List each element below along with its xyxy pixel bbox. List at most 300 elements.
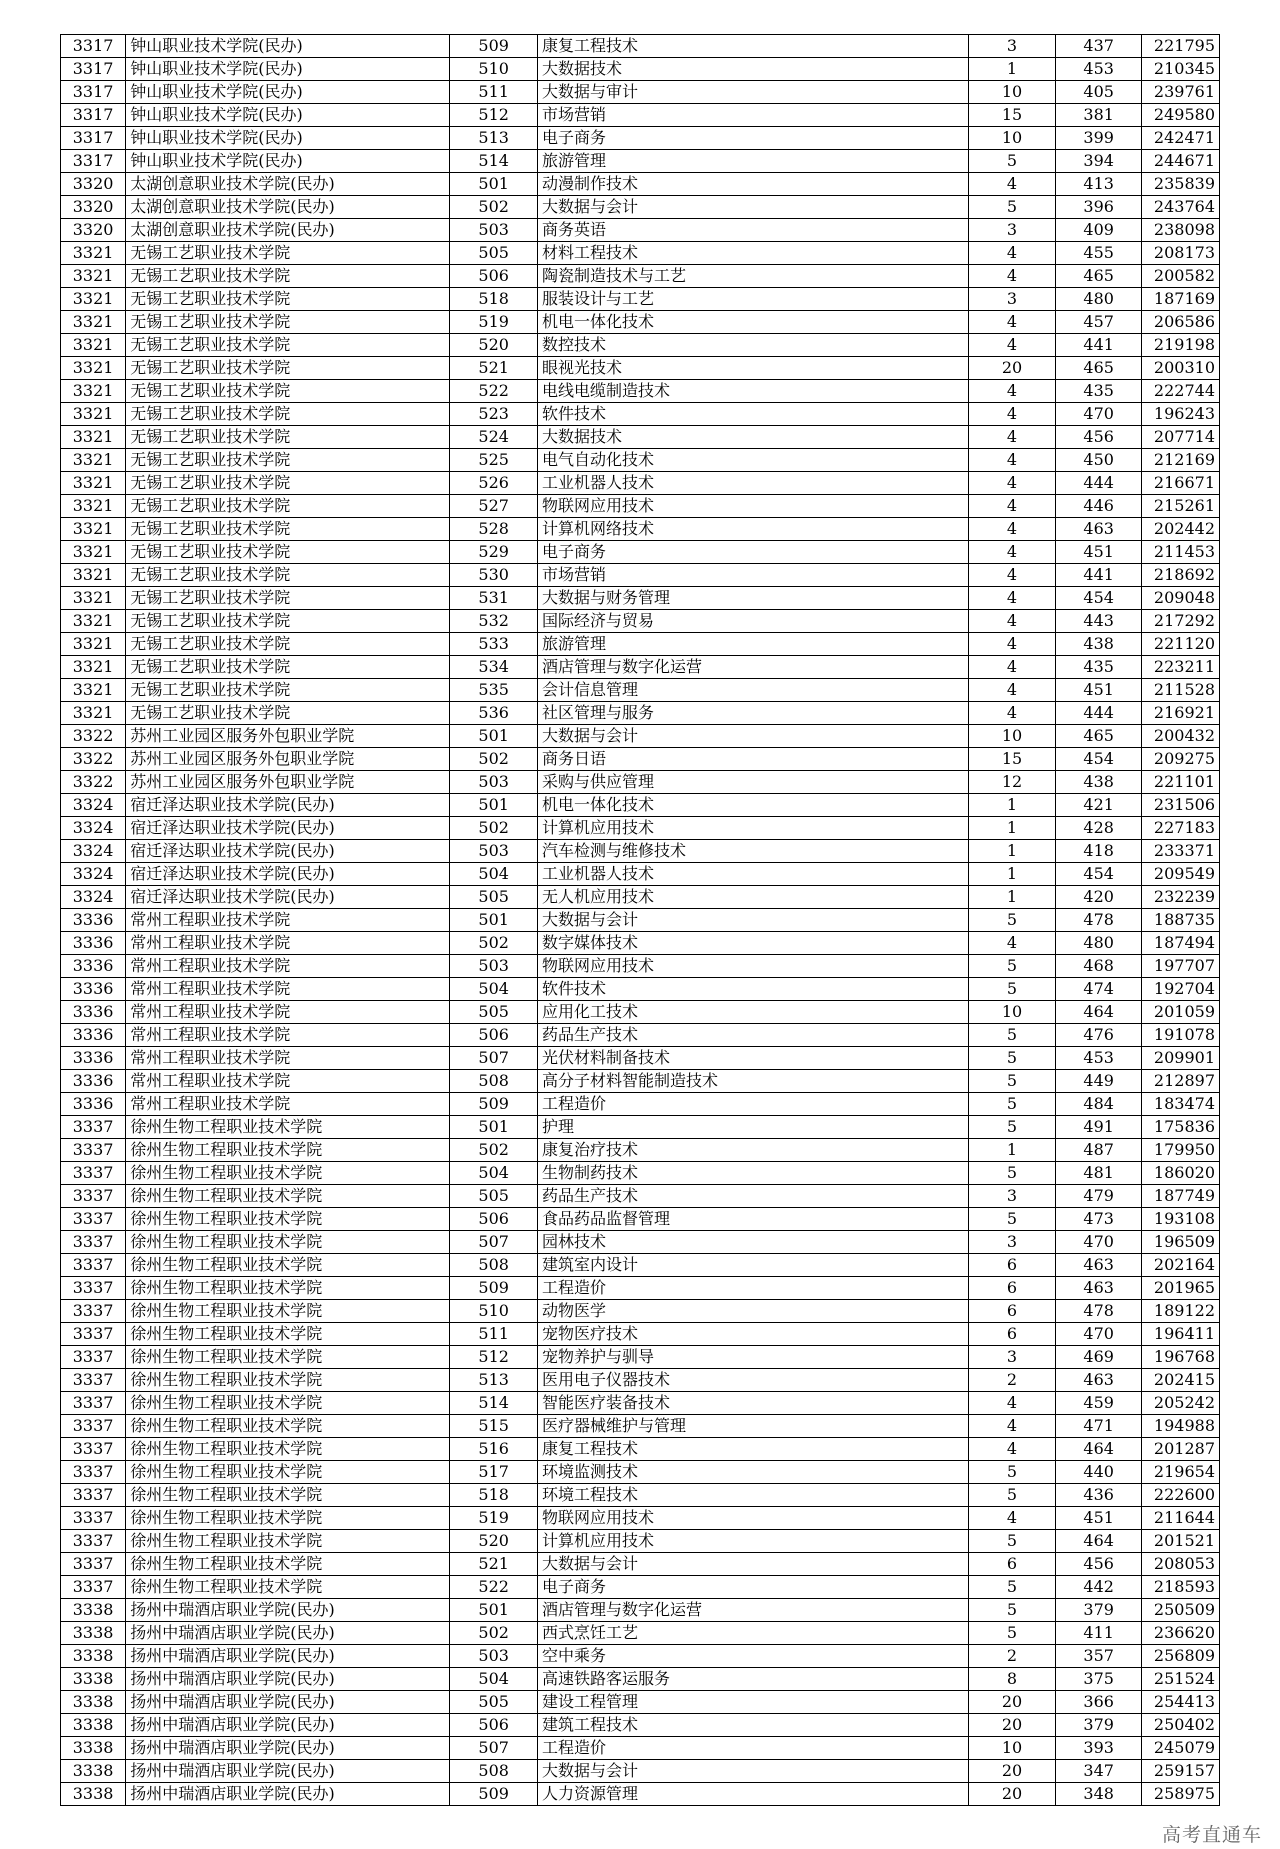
min-rank-cell: 201521 [1142,1530,1220,1553]
major-name-cell: 空中乘务 [538,1645,969,1668]
school-code-cell: 3321 [61,380,126,403]
min-score-cell: 491 [1055,1116,1142,1139]
plan-count-cell: 5 [969,150,1056,173]
major-code-cell: 521 [450,1553,538,1576]
plan-count-cell: 4 [969,1438,1056,1461]
min-score-cell: 480 [1055,288,1142,311]
plan-count-cell: 10 [969,1737,1056,1760]
major-code-cell: 517 [450,1461,538,1484]
school-name-cell: 徐州生物工程职业技术学院 [126,1231,450,1254]
school-name-cell: 钟山职业技术学院(民办) [126,104,450,127]
major-code-cell: 502 [450,748,538,771]
major-code-cell: 506 [450,1714,538,1737]
min-rank-cell: 192704 [1142,978,1220,1001]
min-score-cell: 379 [1055,1599,1142,1622]
major-code-cell: 520 [450,334,538,357]
school-name-cell: 无锡工艺职业技术学院 [126,311,450,334]
school-name-cell: 太湖创意职业技术学院(民办) [126,173,450,196]
plan-count-cell: 6 [969,1300,1056,1323]
major-code-cell: 507 [450,1737,538,1760]
school-name-cell: 太湖创意职业技术学院(民办) [126,219,450,242]
table-row [61,840,1220,863]
min-rank-cell: 205242 [1142,1392,1220,1415]
major-name-cell: 康复治疗技术 [538,1139,969,1162]
min-score-cell: 399 [1055,127,1142,150]
min-rank-cell: 221795 [1142,35,1220,58]
min-score-cell: 465 [1055,357,1142,380]
min-rank-cell: 212897 [1142,1070,1220,1093]
school-name-cell: 无锡工艺职业技术学院 [126,587,450,610]
table-row [61,403,1220,426]
school-code-cell: 3322 [61,725,126,748]
major-name-cell: 工业机器人技术 [538,863,969,886]
school-code-cell: 3337 [61,1507,126,1530]
school-code-cell: 3322 [61,771,126,794]
major-code-cell: 504 [450,863,538,886]
table-row [61,104,1220,127]
table-row [61,1507,1220,1530]
plan-count-cell: 5 [969,1622,1056,1645]
plan-count-cell: 8 [969,1668,1056,1691]
table-row [61,334,1220,357]
school-name-cell: 无锡工艺职业技术学院 [126,288,450,311]
school-code-cell: 3321 [61,449,126,472]
min-rank-cell: 209549 [1142,863,1220,886]
school-name-cell: 太湖创意职业技术学院(民办) [126,196,450,219]
min-rank-cell: 218692 [1142,564,1220,587]
school-name-cell: 扬州中瑞酒店职业学院(民办) [126,1737,450,1760]
school-code-cell: 3337 [61,1323,126,1346]
plan-count-cell: 4 [969,518,1056,541]
min-score-cell: 366 [1055,1691,1142,1714]
school-name-cell: 扬州中瑞酒店职业学院(民办) [126,1760,450,1783]
major-name-cell: 大数据与会计 [538,1760,969,1783]
table-row [61,932,1220,955]
major-code-cell: 505 [450,1185,538,1208]
min-score-cell: 464 [1055,1001,1142,1024]
major-code-cell: 521 [450,357,538,380]
table-row [61,1553,1220,1576]
school-name-cell: 无锡工艺职业技术学院 [126,564,450,587]
plan-count-cell: 1 [969,58,1056,81]
min-score-cell: 464 [1055,1530,1142,1553]
min-score-cell: 375 [1055,1668,1142,1691]
min-rank-cell: 244671 [1142,150,1220,173]
major-name-cell: 工程造价 [538,1737,969,1760]
major-name-cell: 计算机网络技术 [538,518,969,541]
school-name-cell: 徐州生物工程职业技术学院 [126,1300,450,1323]
major-name-cell: 服装设计与工艺 [538,288,969,311]
major-code-cell: 504 [450,1668,538,1691]
major-code-cell: 532 [450,610,538,633]
plan-count-cell: 4 [969,541,1056,564]
school-name-cell: 钟山职业技术学院(民办) [126,58,450,81]
major-name-cell: 电子商务 [538,1576,969,1599]
school-name-cell: 无锡工艺职业技术学院 [126,242,450,265]
min-score-cell: 463 [1055,1254,1142,1277]
min-score-cell: 413 [1055,173,1142,196]
major-name-cell: 康复工程技术 [538,1438,969,1461]
major-code-cell: 509 [450,1093,538,1116]
school-name-cell: 苏州工业园区服务外包职业学院 [126,725,450,748]
min-rank-cell: 209275 [1142,748,1220,771]
plan-count-cell: 10 [969,1001,1056,1024]
major-name-cell: 建筑室内设计 [538,1254,969,1277]
major-code-cell: 523 [450,403,538,426]
school-code-cell: 3321 [61,564,126,587]
major-name-cell: 电子商务 [538,541,969,564]
school-name-cell: 徐州生物工程职业技术学院 [126,1323,450,1346]
school-code-cell: 3337 [61,1415,126,1438]
plan-count-cell: 5 [969,1093,1056,1116]
min-rank-cell: 219654 [1142,1461,1220,1484]
major-code-cell: 513 [450,127,538,150]
min-score-cell: 451 [1055,1507,1142,1530]
school-name-cell: 徐州生物工程职业技术学院 [126,1208,450,1231]
school-code-cell: 3336 [61,909,126,932]
plan-count-cell: 4 [969,564,1056,587]
major-code-cell: 506 [450,1208,538,1231]
major-code-cell: 501 [450,173,538,196]
major-name-cell: 机电一体化技术 [538,794,969,817]
school-code-cell: 3324 [61,840,126,863]
school-code-cell: 3338 [61,1714,126,1737]
major-code-cell: 535 [450,679,538,702]
school-code-cell: 3337 [61,1576,126,1599]
min-score-cell: 421 [1055,794,1142,817]
plan-count-cell: 5 [969,1070,1056,1093]
table-row [61,1300,1220,1323]
major-name-cell: 眼视光技术 [538,357,969,380]
major-name-cell: 市场营销 [538,104,969,127]
min-rank-cell: 202164 [1142,1254,1220,1277]
plan-count-cell: 4 [969,702,1056,725]
table-row [61,1277,1220,1300]
min-rank-cell: 187494 [1142,932,1220,955]
school-code-cell: 3337 [61,1162,126,1185]
major-code-cell: 520 [450,1530,538,1553]
school-code-cell: 3317 [61,150,126,173]
plan-count-cell: 5 [969,196,1056,219]
major-code-cell: 509 [450,1783,538,1806]
major-code-cell: 503 [450,1645,538,1668]
school-name-cell: 扬州中瑞酒店职业学院(民办) [126,1645,450,1668]
school-code-cell: 3336 [61,1047,126,1070]
plan-count-cell: 5 [969,1484,1056,1507]
school-code-cell: 3321 [61,656,126,679]
school-name-cell: 徐州生物工程职业技术学院 [126,1254,450,1277]
table-row [61,863,1220,886]
major-code-cell: 511 [450,1323,538,1346]
major-code-cell: 506 [450,265,538,288]
table-row [61,173,1220,196]
school-name-cell: 无锡工艺职业技术学院 [126,357,450,380]
major-name-cell: 物联网应用技术 [538,955,969,978]
min-score-cell: 451 [1055,541,1142,564]
min-rank-cell: 196509 [1142,1231,1220,1254]
school-code-cell: 3321 [61,541,126,564]
major-code-cell: 518 [450,288,538,311]
min-score-cell: 454 [1055,748,1142,771]
plan-count-cell: 5 [969,978,1056,1001]
min-score-cell: 484 [1055,1093,1142,1116]
min-rank-cell: 216921 [1142,702,1220,725]
plan-count-cell: 6 [969,1553,1056,1576]
school-code-cell: 3324 [61,794,126,817]
table-row [61,564,1220,587]
school-name-cell: 常州工程职业技术学院 [126,1001,450,1024]
plan-count-cell: 5 [969,1461,1056,1484]
school-name-cell: 常州工程职业技术学院 [126,1024,450,1047]
table-row [61,288,1220,311]
min-rank-cell: 221101 [1142,771,1220,794]
min-rank-cell: 235839 [1142,173,1220,196]
school-code-cell: 3324 [61,817,126,840]
plan-count-cell: 4 [969,173,1056,196]
plan-count-cell: 6 [969,1323,1056,1346]
min-rank-cell: 189122 [1142,1300,1220,1323]
plan-count-cell: 6 [969,1254,1056,1277]
major-code-cell: 502 [450,932,538,955]
school-code-cell: 3337 [61,1254,126,1277]
major-name-cell: 环境工程技术 [538,1484,969,1507]
table-row [61,541,1220,564]
table-row [61,1024,1220,1047]
school-name-cell: 无锡工艺职业技术学院 [126,334,450,357]
major-name-cell: 食品药品监督管理 [538,1208,969,1231]
table-row [61,1231,1220,1254]
school-code-cell: 3338 [61,1760,126,1783]
school-code-cell: 3337 [61,1277,126,1300]
school-name-cell: 扬州中瑞酒店职业学院(民办) [126,1599,450,1622]
plan-count-cell: 4 [969,679,1056,702]
school-code-cell: 3320 [61,219,126,242]
plan-count-cell: 5 [969,1047,1056,1070]
school-name-cell: 徐州生物工程职业技术学院 [126,1346,450,1369]
plan-count-cell: 2 [969,1369,1056,1392]
school-name-cell: 扬州中瑞酒店职业学院(民办) [126,1668,450,1691]
table-row [61,449,1220,472]
min-score-cell: 469 [1055,1346,1142,1369]
school-code-cell: 3337 [61,1438,126,1461]
major-name-cell: 宠物医疗技术 [538,1323,969,1346]
plan-count-cell: 1 [969,840,1056,863]
major-name-cell: 药品生产技术 [538,1024,969,1047]
table-row [61,1760,1220,1783]
school-name-cell: 常州工程职业技术学院 [126,955,450,978]
plan-count-cell: 10 [969,725,1056,748]
min-score-cell: 487 [1055,1139,1142,1162]
school-name-cell: 无锡工艺职业技术学院 [126,495,450,518]
school-name-cell: 宿迁泽达职业技术学院(民办) [126,840,450,863]
min-score-cell: 436 [1055,1484,1142,1507]
table-row [61,81,1220,104]
table-row [61,909,1220,932]
school-code-cell: 3321 [61,311,126,334]
table-row [61,219,1220,242]
school-name-cell: 徐州生物工程职业技术学院 [126,1530,450,1553]
school-code-cell: 3338 [61,1691,126,1714]
plan-count-cell: 5 [969,1116,1056,1139]
table-row [61,1530,1220,1553]
min-score-cell: 481 [1055,1162,1142,1185]
min-score-cell: 438 [1055,771,1142,794]
major-code-cell: 530 [450,564,538,587]
plan-count-cell: 5 [969,1024,1056,1047]
min-score-cell: 418 [1055,840,1142,863]
school-code-cell: 3337 [61,1208,126,1231]
major-name-cell: 环境监测技术 [538,1461,969,1484]
plan-count-cell: 4 [969,656,1056,679]
min-rank-cell: 188735 [1142,909,1220,932]
table-row [61,518,1220,541]
major-code-cell: 504 [450,1162,538,1185]
major-code-cell: 501 [450,725,538,748]
min-score-cell: 396 [1055,196,1142,219]
major-code-cell: 509 [450,1277,538,1300]
plan-count-cell: 3 [969,1185,1056,1208]
min-score-cell: 456 [1055,1553,1142,1576]
min-score-cell: 451 [1055,679,1142,702]
min-rank-cell: 196411 [1142,1323,1220,1346]
min-score-cell: 409 [1055,219,1142,242]
table-row [61,1185,1220,1208]
min-score-cell: 428 [1055,817,1142,840]
school-code-cell: 3337 [61,1369,126,1392]
school-code-cell: 3321 [61,679,126,702]
major-code-cell: 501 [450,909,538,932]
major-code-cell: 502 [450,1139,538,1162]
plan-count-cell: 4 [969,334,1056,357]
min-rank-cell: 249580 [1142,104,1220,127]
major-name-cell: 数字媒体技术 [538,932,969,955]
table-row [61,1599,1220,1622]
table-row [61,1438,1220,1461]
plan-count-cell: 1 [969,1139,1056,1162]
min-score-cell: 463 [1055,1277,1142,1300]
plan-count-cell: 1 [969,886,1056,909]
school-name-cell: 无锡工艺职业技术学院 [126,403,450,426]
major-name-cell: 高分子材料智能制造技术 [538,1070,969,1093]
plan-count-cell: 5 [969,1576,1056,1599]
school-name-cell: 扬州中瑞酒店职业学院(民办) [126,1622,450,1645]
table-row [61,1461,1220,1484]
plan-count-cell: 4 [969,610,1056,633]
school-code-cell: 3337 [61,1116,126,1139]
major-name-cell: 电子商务 [538,127,969,150]
major-name-cell: 药品生产技术 [538,1185,969,1208]
min-rank-cell: 218593 [1142,1576,1220,1599]
school-name-cell: 徐州生物工程职业技术学院 [126,1438,450,1461]
school-name-cell: 钟山职业技术学院(民办) [126,81,450,104]
school-name-cell: 无锡工艺职业技术学院 [126,679,450,702]
major-code-cell: 512 [450,1346,538,1369]
school-name-cell: 徐州生物工程职业技术学院 [126,1116,450,1139]
table-row [61,610,1220,633]
school-code-cell: 3338 [61,1783,126,1806]
min-rank-cell: 201965 [1142,1277,1220,1300]
min-score-cell: 405 [1055,81,1142,104]
min-score-cell: 453 [1055,58,1142,81]
school-code-cell: 3338 [61,1737,126,1760]
major-name-cell: 酒店管理与数字化运营 [538,656,969,679]
min-score-cell: 473 [1055,1208,1142,1231]
school-name-cell: 钟山职业技术学院(民办) [126,150,450,173]
min-rank-cell: 216671 [1142,472,1220,495]
school-name-cell: 无锡工艺职业技术学院 [126,449,450,472]
major-code-cell: 526 [450,472,538,495]
min-rank-cell: 242471 [1142,127,1220,150]
major-name-cell: 园林技术 [538,1231,969,1254]
school-code-cell: 3337 [61,1185,126,1208]
major-name-cell: 旅游管理 [538,150,969,173]
table-row [61,1576,1220,1599]
min-score-cell: 453 [1055,1047,1142,1070]
min-score-cell: 379 [1055,1714,1142,1737]
school-name-cell: 常州工程职业技术学院 [126,1093,450,1116]
table-row [61,357,1220,380]
table-row [61,771,1220,794]
major-code-cell: 508 [450,1254,538,1277]
plan-count-cell: 3 [969,219,1056,242]
table-row [61,426,1220,449]
school-code-cell: 3338 [61,1599,126,1622]
school-code-cell: 3338 [61,1622,126,1645]
major-code-cell: 525 [450,449,538,472]
major-code-cell: 501 [450,794,538,817]
school-name-cell: 扬州中瑞酒店职业学院(民办) [126,1691,450,1714]
major-name-cell: 康复工程技术 [538,35,969,58]
major-name-cell: 电气自动化技术 [538,449,969,472]
school-code-cell: 3321 [61,587,126,610]
plan-count-cell: 5 [969,1599,1056,1622]
min-rank-cell: 208173 [1142,242,1220,265]
table-row [61,817,1220,840]
min-score-cell: 455 [1055,242,1142,265]
school-name-cell: 徐州生物工程职业技术学院 [126,1576,450,1599]
major-name-cell: 宠物养护与驯导 [538,1346,969,1369]
school-code-cell: 3321 [61,518,126,541]
min-rank-cell: 194988 [1142,1415,1220,1438]
school-code-cell: 3321 [61,610,126,633]
major-name-cell: 机电一体化技术 [538,311,969,334]
plan-count-cell: 5 [969,1162,1056,1185]
school-code-cell: 3321 [61,265,126,288]
table-row [61,1208,1220,1231]
table-row [61,1737,1220,1760]
major-code-cell: 536 [450,702,538,725]
min-rank-cell: 206586 [1142,311,1220,334]
min-score-cell: 454 [1055,587,1142,610]
min-rank-cell: 259157 [1142,1760,1220,1783]
school-code-cell: 3337 [61,1484,126,1507]
major-name-cell: 大数据与审计 [538,81,969,104]
table-row [61,1047,1220,1070]
plan-count-cell: 20 [969,357,1056,380]
min-rank-cell: 217292 [1142,610,1220,633]
plan-count-cell: 4 [969,311,1056,334]
plan-count-cell: 3 [969,288,1056,311]
table-row [61,1254,1220,1277]
school-code-cell: 3321 [61,403,126,426]
table-row [61,1668,1220,1691]
school-name-cell: 无锡工艺职业技术学院 [126,380,450,403]
major-code-cell: 503 [450,955,538,978]
school-code-cell: 3317 [61,81,126,104]
major-code-cell: 508 [450,1760,538,1783]
table-row [61,35,1220,58]
min-score-cell: 459 [1055,1392,1142,1415]
